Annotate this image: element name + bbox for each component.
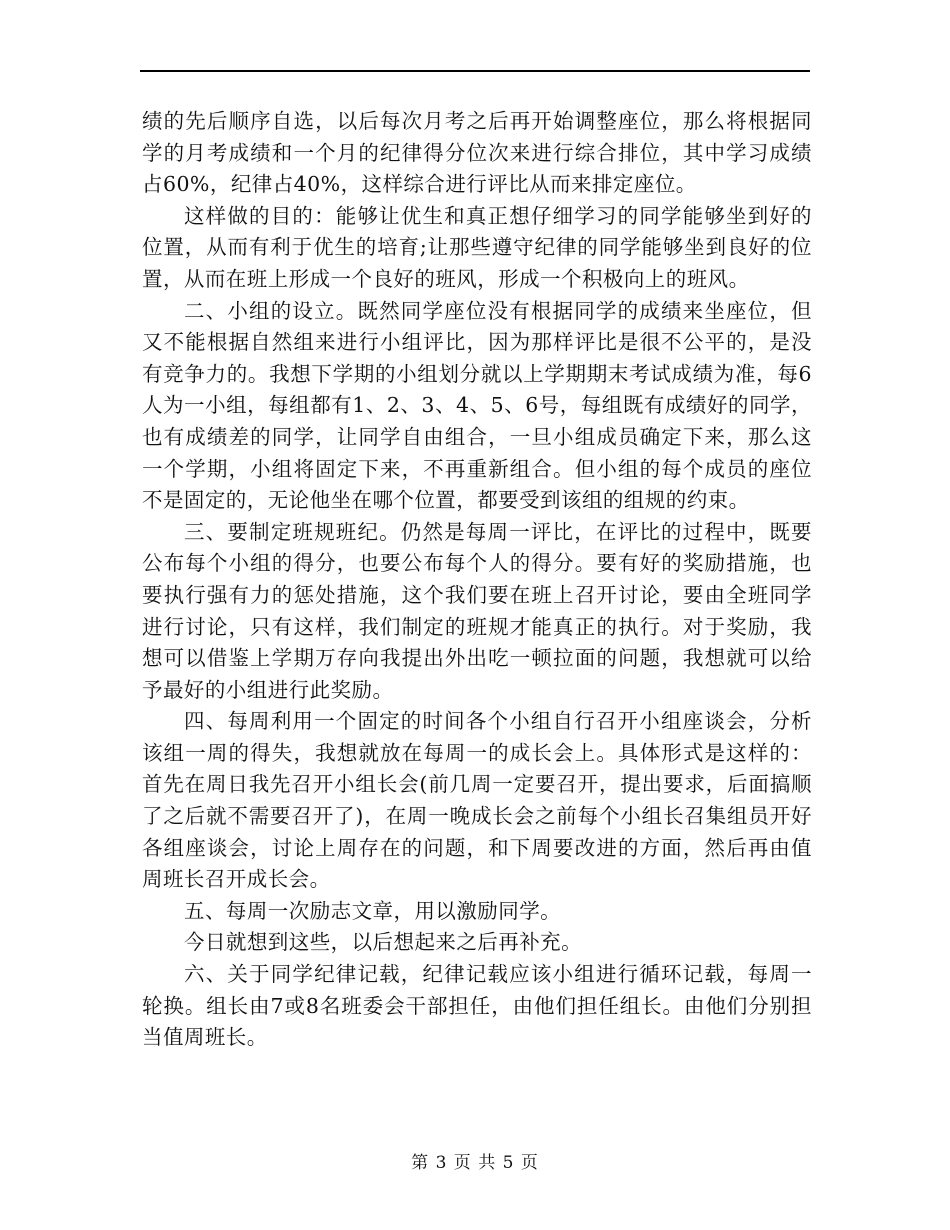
paragraph-seat-ranking: 绩的先后顺序自选，以后每次月考之后再开始调整座位，那么将根据同学的月考成绩和一个月的纪律得分位次来进行综合排位，其中学习成绩占60%，纪律占40%，这样综合进行评比从而来排定座位。 [142,109,812,197]
header-rule [140,70,810,72]
page-number: 第 3 页 共 5 页 [411,1153,539,1173]
paragraph-discipline-record: 六、关于同学纪律记载，纪律记载应该小组进行循环记载，每周一轮换。组长由7或8名班委会干部担任，由他们担任组长。由他们分别担当值周班长。 [142,962,812,1050]
paragraph-class-rules: 三、要制定班规班纪。仍然是每周一评比，在评比的过程中，既要公布每个小组的得分，也要公布每个人的得分。要有好的奖励措施，也要执行强有力的惩处措施，这个我们要在班上召开讨论，要由全班同学进行讨论，只有这样，我们制定的班规才能真正的执行。对于奖励，我想可以借鉴上学期万存向我提出外出吃一顿拉面的问题，我想就可以给予最好的小组进行此奖励。 [142,519,812,702]
paragraph-closing-note: 今日就想到这些，以后想起来之后再补充。 [184,930,583,955]
paragraph-group-setup: 二、小组的设立。既然同学座位没有根据同学的成绩来坐座位，但又不能根据自然组来进行小组评比，因为那样评比是很不公平的，是没有竞争力的。我想下学期的小组划分就以上学期期末考试成绩为准，每6人为一小组，每组都有1、2、3、4、5、6号，每组既有成绩好的同学，也有成绩差的同学，让同学自由组合，一旦小组成员确定下来，那么这一个学期，小组将固定下来，不再重新组合。但小组的每个成员的座位不是固定的，无论他坐在哪个位置，都要受到该组的组规的约束。 [142,298,812,513]
paragraph-weekly-meeting: 四、每周利用一个固定的时间各个小组自行召开小组座谈会，分析该组一周的得失，我想就放在每周一的成长会上。具体形式是这样的：首先在周日我先召开小组长会(前几周一定要召开，提出要求，后面搞顺了之后就不需要召开了)，在周一晚成长会之前每个小组长召集组员开好各组座谈会，讨论上周存在的问题，和下周要改进的方面，然后再由值周班长召开成长会。 [142,709,812,892]
document-body [142,106,812,1054]
paragraph-inspirational-article: 五、每周一次励志文章，用以激励同学。 [184,898,562,923]
paragraph-purpose: 这样做的目的：能够让优生和真正想仔细学习的同学能够坐到好的位置，从而有利于优生的培育;让那些遵守纪律的同学能够坐到良好的位置，从而在班上形成一个良好的班风，形成一个积极向上的班风。 [142,203,812,291]
